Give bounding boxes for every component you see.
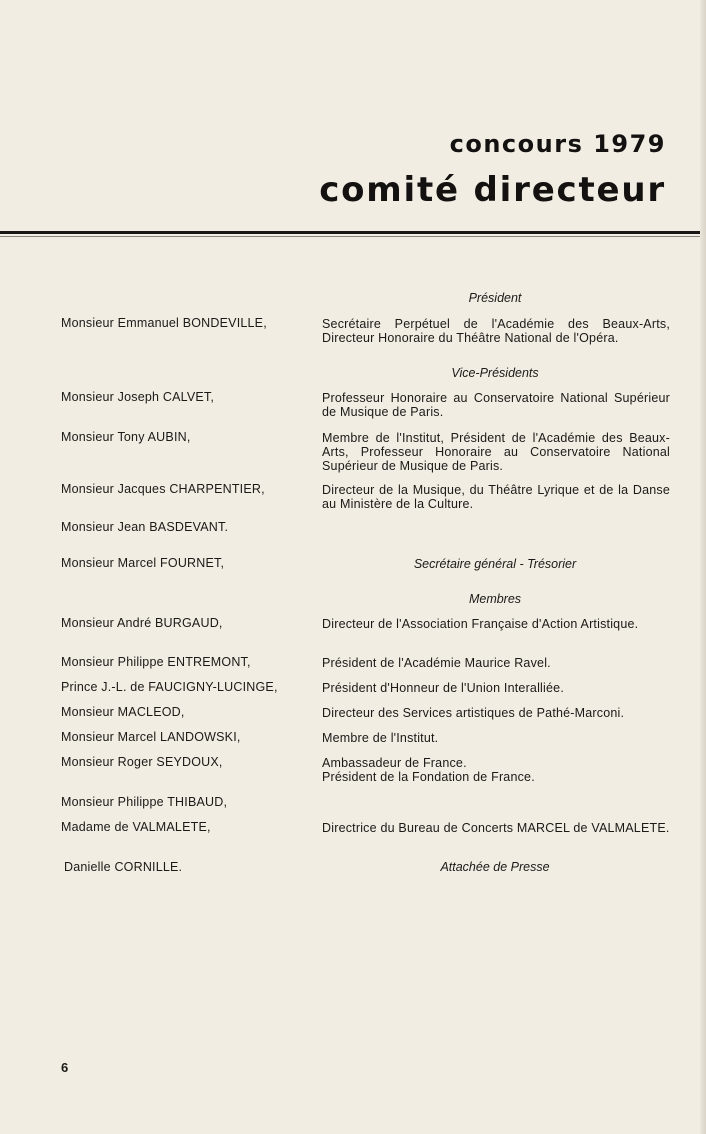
person-name: Monsieur Jacques CHARPENTIER,	[61, 482, 265, 496]
person-name: Monsieur Philippe ENTREMONT,	[61, 655, 251, 669]
person-name: Monsieur Emmanuel BONDEVILLE,	[61, 316, 267, 330]
person-name: Madame de VALMALETE,	[61, 820, 211, 834]
person-role: Directeur de la Musique, du Théâtre Lyrique et de la Danse au Ministère de la Culture.	[322, 483, 670, 511]
person-role: Directrice du Bureau de Concerts MARCEL de VALMALETE.	[322, 821, 670, 835]
person-role-line1: Ambassadeur de France.	[322, 756, 467, 770]
person-name: Monsieur Philippe THIBAUD,	[61, 795, 228, 809]
header-rule-thin	[0, 236, 700, 237]
person-role: Professeur Honoraire au Conservatoire National Supérieur de Musique de Paris.	[322, 391, 670, 419]
title-concours: concours 1979	[449, 130, 666, 158]
person-name: Monsieur Marcel LANDOWSKI,	[61, 730, 241, 744]
person-role-line2: Président de la Fondation de France.	[322, 770, 535, 784]
heading-vice-presidents: Vice-Présidents	[451, 366, 539, 380]
title-comite-directeur: comité directeur	[319, 170, 666, 210]
person-name: Monsieur Jean BASDEVANT.	[61, 520, 229, 534]
heading-members: Membres	[468, 592, 522, 606]
person-name: Monsieur Marcel FOURNET,	[61, 556, 225, 570]
person-role: Membre de l'Institut, Président de l'Académie des Beaux-Arts, Professeur Honoraire au Conservatoire National Supérieur de Musique de Paris.	[322, 431, 670, 473]
person-role: Membre de l'Institut.	[322, 731, 439, 745]
person-name: Danielle CORNILLE.	[64, 860, 183, 874]
person-name: Monsieur André BURGAUD,	[61, 616, 223, 630]
person-role: Directeur des Services artistiques de Pathé-Marconi.	[322, 706, 625, 720]
heading-press: Attachée de Presse	[440, 860, 550, 874]
person-name: Prince J.-L. de FAUCIGNY-LUCINGE,	[61, 680, 278, 694]
person-role: Président de l'Académie Maurice Ravel.	[322, 656, 551, 670]
person-name: Monsieur MACLEOD,	[61, 705, 185, 719]
heading-secretary: Secrétaire général - Trésorier	[413, 557, 577, 571]
heading-president: Président	[468, 291, 522, 305]
header-rule	[0, 231, 700, 234]
page-number: 6	[61, 1060, 69, 1075]
person-name: Monsieur Roger SEYDOUX,	[61, 755, 223, 769]
person-role: Président d'Honneur de l'Union Interalliée.	[322, 681, 564, 695]
page-edge	[700, 0, 706, 1134]
person-name: Monsieur Joseph CALVET,	[61, 390, 215, 404]
person-role: Secrétaire Perpétuel de l'Académie des Beaux-Arts, Directeur Honoraire du Théâtre National de l'Opéra.	[322, 317, 670, 345]
person-name: Monsieur Tony AUBIN,	[61, 430, 191, 444]
person-role: Directeur de l'Association Française d'Action Artistique.	[322, 617, 639, 631]
